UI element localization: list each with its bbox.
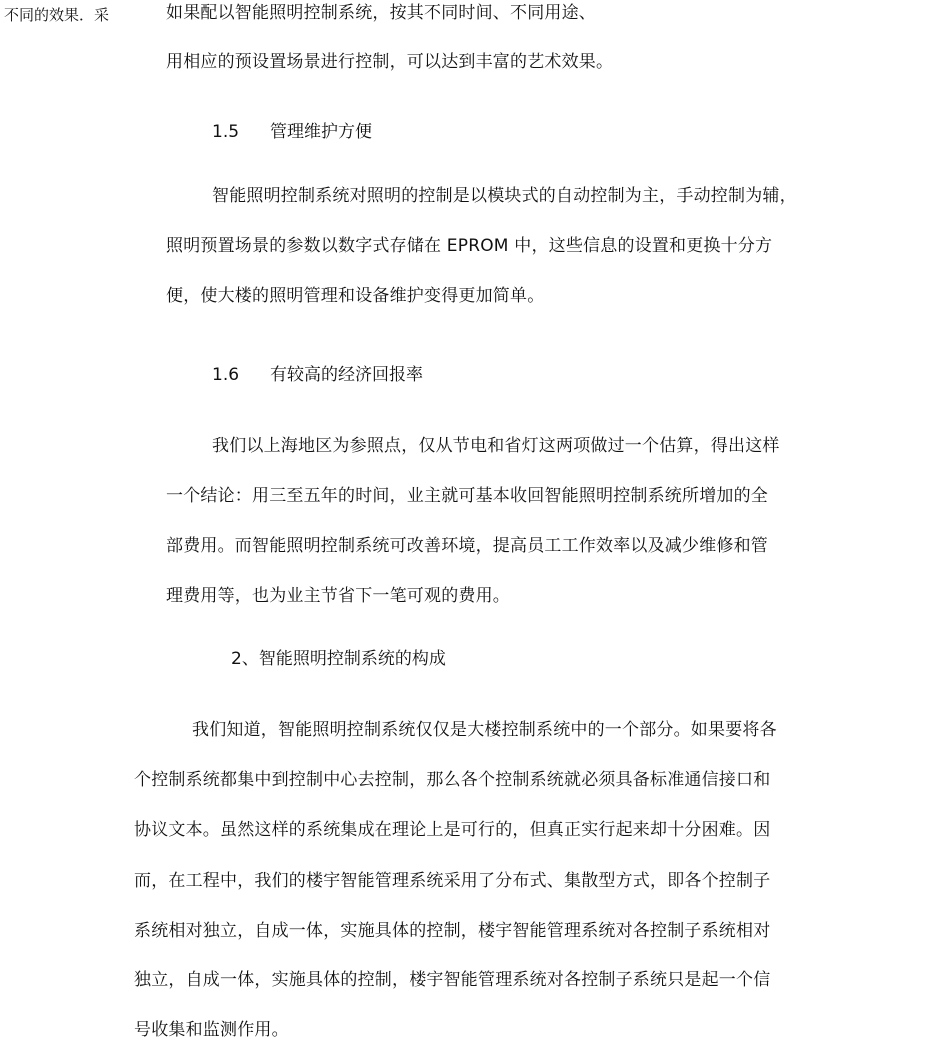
section-1-5-number: 1.5 bbox=[212, 122, 240, 142]
section-1-5-heading bbox=[212, 121, 372, 143]
section-1-6-line-1: 我们以上海地区为参照点，仅从节电和省灯这两项做过一个估算，得出这样 bbox=[212, 436, 780, 456]
section-2-line-6: 独立，自成一体，实施具体的控制，楼宇智能管理系统对各控制子系统只是起一个信 bbox=[134, 970, 771, 990]
intro-line-2: 用相应的预设置场景进行控制，可以达到丰富的艺术效果。 bbox=[166, 52, 614, 72]
section-2-line-4: 而，在工程中，我们的楼宇智能管理系统采用了分布式、集散型方式，即各个控制子 bbox=[134, 871, 771, 891]
section-1-6-line-2: 一个结论：用三至五年的时间，业主就可基本收回智能照明控制系统所增加的全 bbox=[166, 486, 768, 506]
section-1-6-number: 1.6 bbox=[212, 365, 240, 385]
section-1-5-title: 管理维护方便 bbox=[270, 122, 372, 142]
section-1-6-heading bbox=[212, 364, 423, 386]
section-1-6-line-4: 理费用等，也为业主节省下一笔可观的费用。 bbox=[166, 586, 510, 606]
section-1-6-line-3: 部费用。而智能照明控制系统可改善环境，提高员工工作效率以及减少维修和管 bbox=[166, 536, 768, 556]
section-2-line-1: 我们知道，智能照明控制系统仅仅是大楼控制系统中的一个部分。如果要将各 bbox=[192, 720, 777, 740]
section-2-line-2: 个控制系统都集中到控制中心去控制，那么各个控制系统就必须具备标准通信接口和 bbox=[134, 770, 771, 790]
section-1-6-title: 有较高的经济回报率 bbox=[270, 365, 423, 385]
section-2-line-3: 协议文本。虽然这样的系统集成在理论上是可行的，但真正实行起来却十分困难。因 bbox=[134, 820, 771, 840]
section-1-5-line-2: 照明预置场景的参数以数字式存储在 EPROM 中，这些信息的设置和更换十分方 bbox=[166, 236, 773, 256]
section-2-line-7: 号收集和监测作用。 bbox=[134, 1020, 289, 1040]
margin-fragment: 不同的效果．采 bbox=[4, 6, 110, 24]
section-2-heading: 2、智能照明控制系统的构成 bbox=[231, 649, 446, 669]
section-1-5-line-3: 便，使大楼的照明管理和设备维护变得更加简单。 bbox=[166, 286, 545, 306]
section-2-line-5: 系统相对独立，自成一体，实施具体的控制，楼宇智能管理系统对各控制子系统相对 bbox=[134, 921, 771, 941]
section-1-5-line-1: 智能照明控制系统对照明的控制是以模块式的自动控制为主，手动控制为辅， bbox=[212, 186, 797, 206]
intro-line-1: 如果配以智能照明控制系统，按其不同时间、不同用途、 bbox=[166, 3, 596, 23]
